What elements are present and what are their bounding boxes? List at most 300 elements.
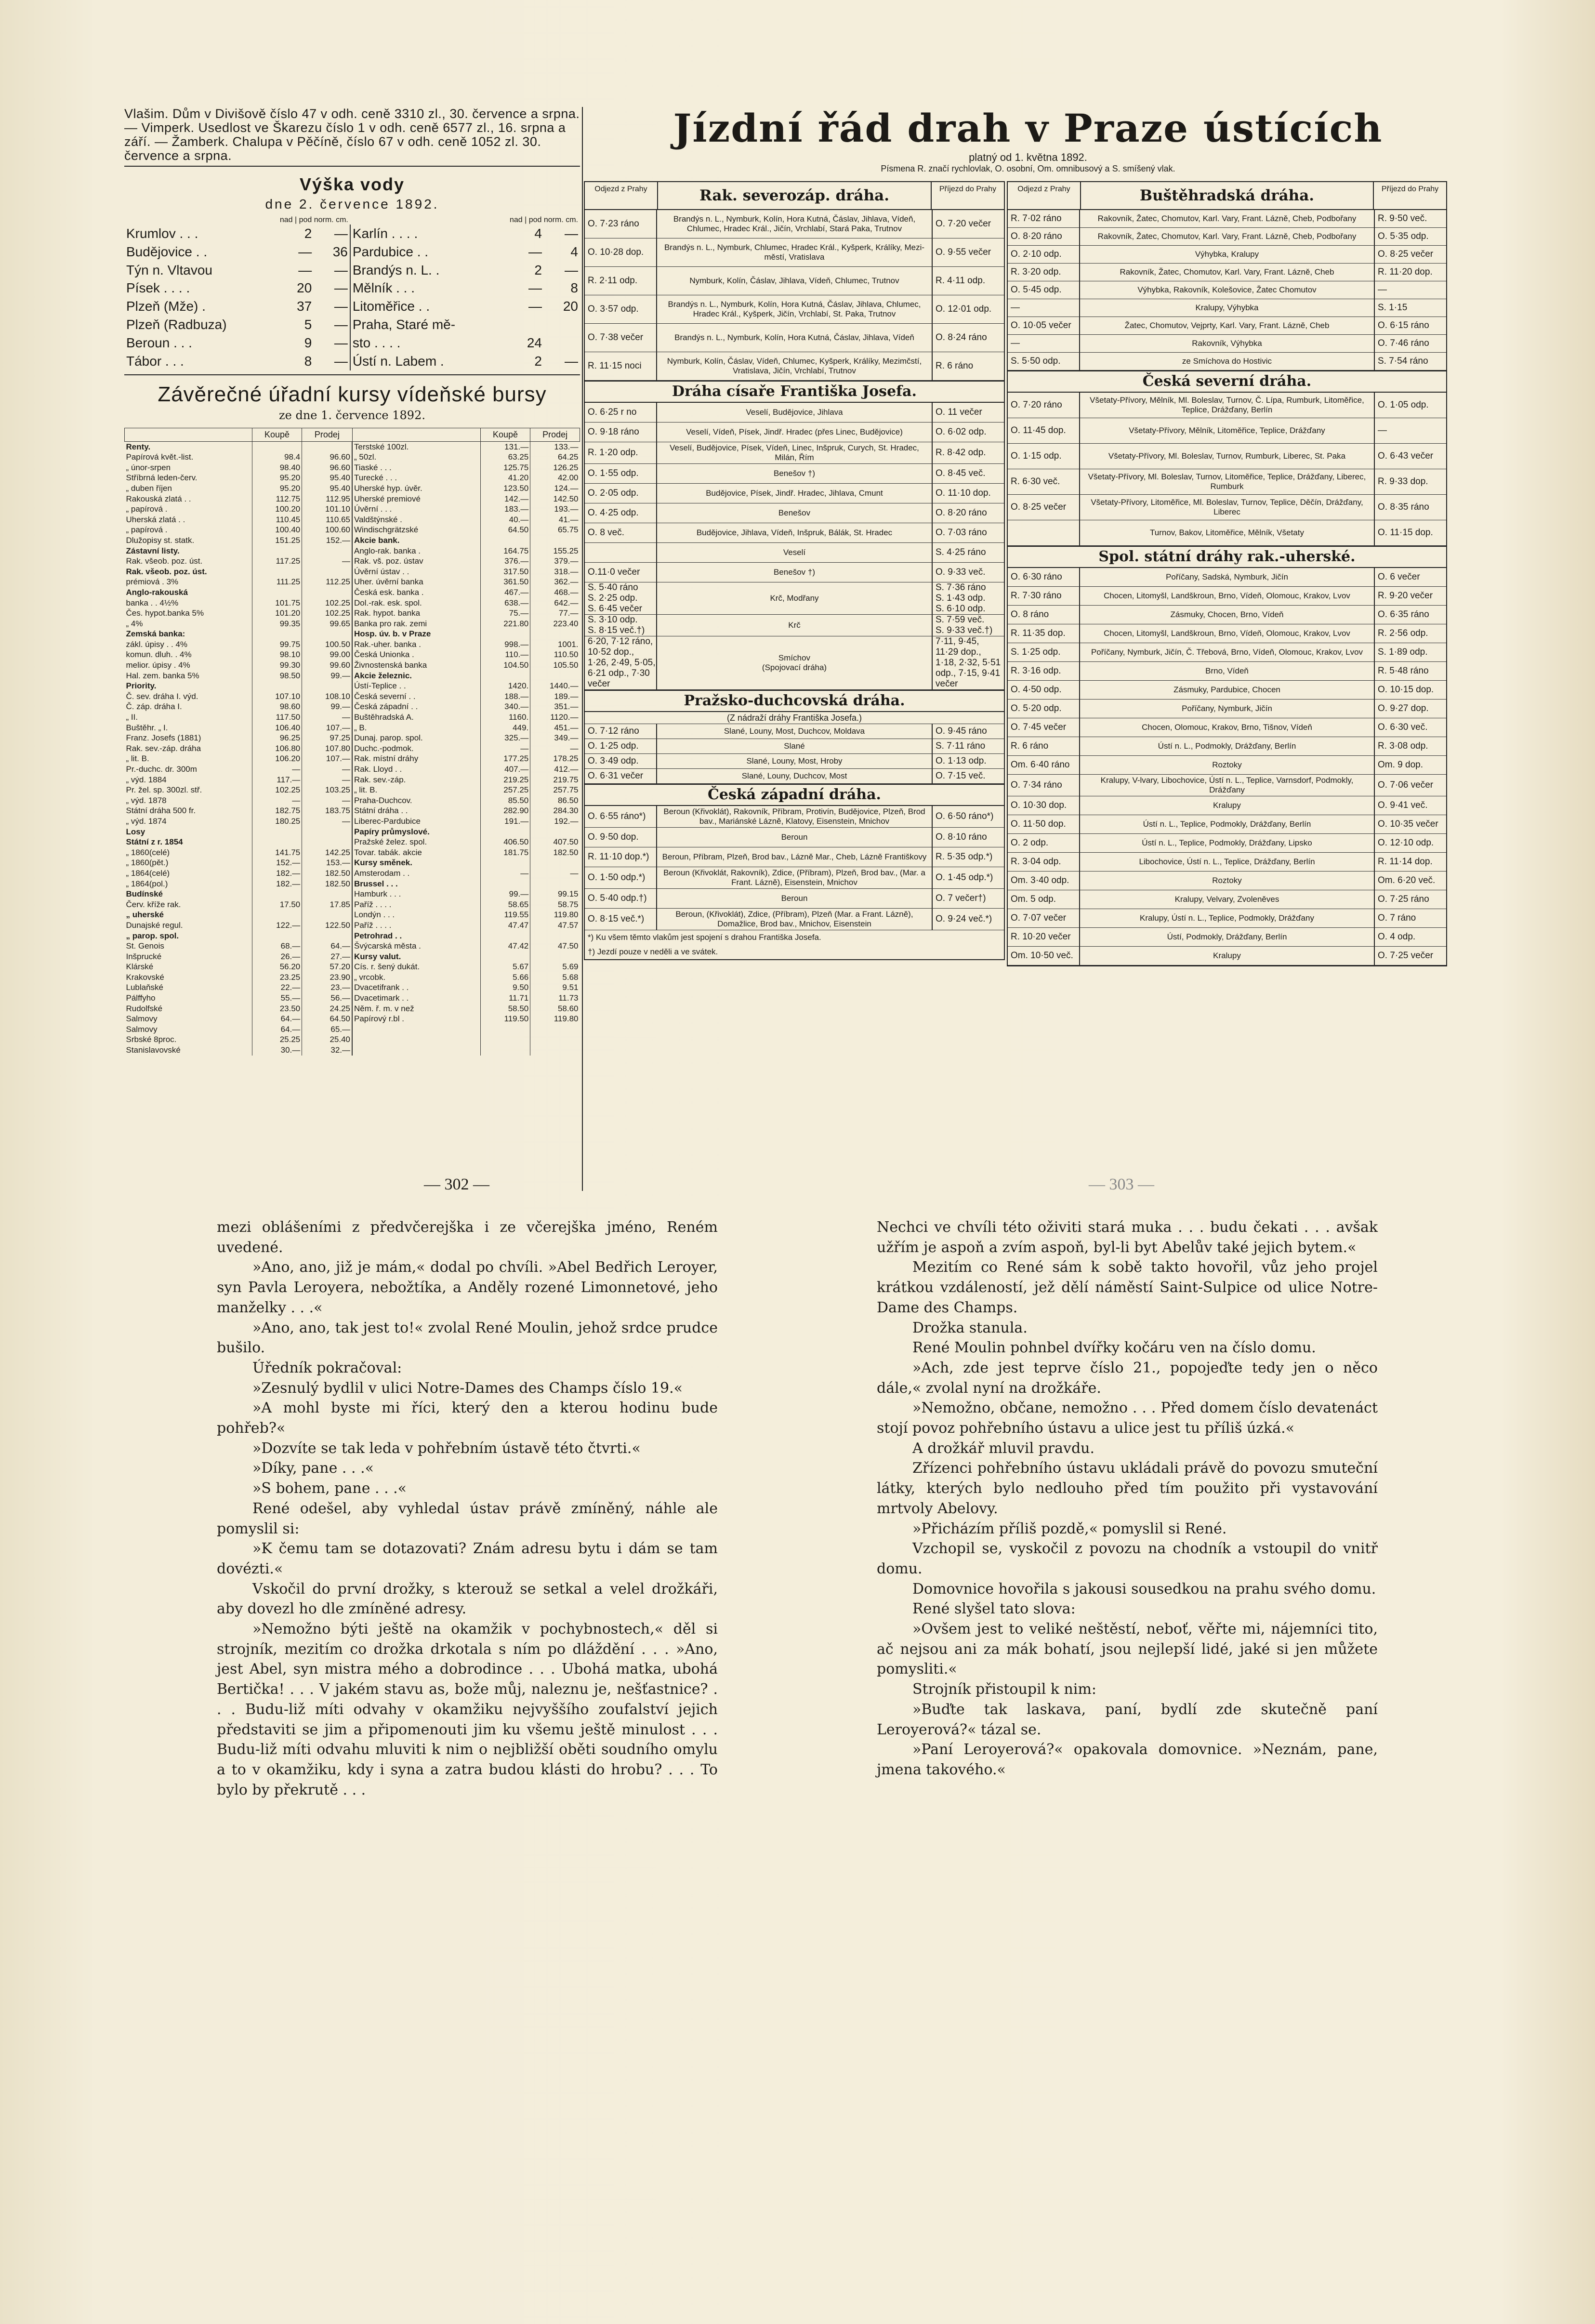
sell-price: 57.20 [302, 962, 352, 972]
exchange-row [125, 483, 580, 494]
route-stations: Budějovice, Písek, Jindř. Hradec, Jihlava, Cmunt [706, 489, 883, 498]
route-stations: Kralupy, V-lvary, Libochovice, Ústí n. L., Teplice, Varnsdorf, Podmokly, Drážďany [1100, 776, 1354, 794]
buy-price: 123.50 [480, 483, 530, 494]
route-stations: Rakovník, Žatec, Chomutov, Karl. Vary, Frant. Lázně, Cheb, Podbořany [1097, 232, 1357, 241]
buy-price: 182.— [252, 868, 302, 879]
empty [352, 1024, 480, 1035]
security-name: Lublaňské [126, 983, 164, 992]
buy-price [252, 681, 302, 691]
route-stations: Beroun (Křivoklát, Rakovník), Zdice, (Příbram), Plzeň, Brod bav., (Mar. a Frant. Lázně), Eisenstein, Mnichov [663, 868, 925, 887]
buy-price [252, 931, 302, 941]
departure-time: R. 1·20 odp. [585, 442, 657, 463]
buy-price: 23.50 [252, 1004, 302, 1014]
security-name: „ 1860(celé) [126, 847, 170, 857]
sell-price: — [302, 712, 352, 723]
sell-price: 77.— [530, 608, 580, 619]
security-name: Rak. hypot. banka [352, 608, 480, 619]
buy-price: 177.25 [480, 753, 530, 764]
timetable-row [1008, 909, 1446, 928]
route-stations: ze Smíchova do Hostivic [1182, 357, 1272, 366]
buy-price: 64.50 [480, 525, 530, 535]
security-name: Rak. Lloyd . . [352, 764, 480, 775]
timetable-row [1008, 815, 1446, 834]
buy-price: 406.50 [480, 837, 530, 847]
timetable-row [1008, 444, 1446, 469]
exchange-row [125, 920, 580, 931]
timetable-row [585, 724, 1004, 739]
security-name: Praha-Duchcov. [352, 795, 480, 806]
level-below: — [334, 299, 348, 314]
story-paragraph: René odešel, aby vyhledal ústav právě zmíněný, náhle ale pomyslil si: [217, 1500, 718, 1537]
sell-price: 284.30 [530, 805, 580, 816]
timetable-title: Jízdní řád drah v Praze ústících [673, 106, 1383, 151]
arrival-time: O. 8·45 več. [932, 464, 1004, 483]
route-stations: Žatec, Chomutov, Vejprty, Karl. Vary, Frant. Lázně, Cheb [1124, 321, 1330, 330]
security-name: Paříž . . . . [352, 920, 480, 931]
departure-time: R. 11·10 dop.*) [585, 847, 657, 867]
route-stations: Brandýs n. L., Nymburk, Kolín, Hora Kutná, Čáslav, Jihlava, Chlumec, Hradec Král., Kyšperk, Jičín, Vrchlabí, St. Paka, Trutnov [668, 300, 921, 318]
route-stations: Ústí, Podmokly, Drážďany, Berlín [1167, 932, 1287, 941]
security-name: Inšprucké [126, 951, 162, 961]
station-name: Mělník . . . [350, 279, 508, 297]
security-name: Č. záp. dráha I. [126, 702, 182, 712]
exchange-row [125, 629, 580, 639]
security-name: Anglo-rak. banka . [352, 546, 480, 556]
buy-price: 68.— [252, 941, 302, 951]
sell-price: 119.80 [530, 1014, 580, 1024]
story-paragraph: »Buďte tak laskava, paní, bydlí zde skutečně paní Leroyerová?« tázal se. [877, 1701, 1378, 1738]
security-name: „ papírová . [126, 504, 168, 514]
exchange-row [125, 743, 580, 754]
sell-price: 110.50 [530, 649, 580, 660]
sell-price [302, 837, 352, 847]
exchange-row [125, 785, 580, 795]
security-name: Tovar. tabák. akcie [352, 847, 480, 858]
security-name: Akcie železnic. [352, 671, 480, 681]
sell-price: 41.— [530, 515, 580, 525]
buy-price: 98.60 [252, 701, 302, 712]
timetable-row [1008, 606, 1446, 624]
exchange-row [125, 441, 580, 452]
exchange-row [125, 899, 580, 910]
empty [530, 1045, 580, 1056]
timetable-row [1008, 418, 1446, 444]
buy-price: 5.66 [480, 972, 530, 983]
exchange-row [125, 712, 580, 723]
timetable-row [1008, 947, 1446, 965]
exchange-row [125, 504, 580, 515]
arrival-time: O. 12·10 odp. [1374, 834, 1446, 852]
station-name: Litoměřice . . [350, 297, 508, 316]
buy-price [480, 535, 530, 546]
buy-price: 47.42 [480, 941, 530, 951]
departure-time: O. 3·57 odp. [585, 295, 657, 323]
sell-price [530, 931, 580, 941]
arrival-time: O. 7·25 ráno [1374, 890, 1446, 909]
buy-price: — [480, 743, 530, 754]
route-stations: Veselí, Budějovice, Písek, Vídeň, Linec, Inšpruk, Curych, St. Hradec, Milán, Řím [670, 443, 919, 462]
story-paragraph: Strojník přistoupil k nim: [912, 1681, 1097, 1698]
security-name: Budínské [126, 889, 163, 899]
security-name: Dvacetimark . . [352, 993, 480, 1004]
buy-price: 181.75 [480, 847, 530, 858]
arrival-time: O. 7·15 več. [932, 769, 1004, 783]
departure-time: O. 2·10 odp. [1008, 246, 1080, 263]
exchange-row [125, 993, 580, 1004]
sell-price: 105.50 [530, 660, 580, 671]
exchange-row [125, 639, 580, 650]
departure-time: Om. 10·50 več. [1008, 947, 1080, 965]
departure-time: R. 2·11 odp. [585, 267, 657, 295]
water-level-row [124, 316, 580, 334]
sell-price: 1120.— [530, 712, 580, 723]
exchange-row [125, 567, 580, 577]
empty [530, 1024, 580, 1035]
buy-price: 257.25 [480, 785, 530, 795]
buy-price: 17.50 [252, 899, 302, 910]
story-paragraph: »Nemožno býti ještě na okamžik v pochybnostech,« děl si strojník, mezitím co drožka drkotala s ním po dláždění . . . »Ano, jest Abel, syn mistra mého a dobrodince . . . Ubohá matka, ubohá Bertička! . . . V jakém stavu as, bože můj, naleznu je, nešťastnice? . . . Budu-liž míti odvahy v okamžiku nejvyššího zoufalství jejich představiti se jim a připomenouti jim ku všemu ještě minulost . . . Budu-liž míti odvahu mluviti k nim o nejbližší oběti soudního omylu a to v okamžiku, kdy i syna a zatra budou klásti do hrobu? . . . To bylo by překrutě . . . [217, 1621, 718, 1798]
buy-price: 100.40 [252, 525, 302, 535]
exchange-row [125, 858, 580, 868]
water-level-row [124, 243, 580, 261]
arrival-time: O. 7·46 ráno [1374, 335, 1446, 352]
level-above: 2 [534, 353, 542, 369]
security-name: „ 1860(pět.) [126, 858, 169, 868]
buy-price: 111.25 [252, 577, 302, 587]
departure-time: — [1008, 299, 1080, 317]
buy-price: 9.50 [480, 982, 530, 993]
column-rule [582, 107, 583, 1191]
buy-price [252, 546, 302, 556]
security-name: Papíry průmyslové. [352, 827, 480, 837]
arrival-time: R. 2·56 odp. [1374, 624, 1446, 643]
buy-price: 361.50 [480, 577, 530, 587]
railway-name: Rak. severozáp. dráha. [699, 187, 889, 204]
sell-price [302, 681, 352, 691]
security-name: Franz. Josefs (1881) [126, 733, 201, 743]
story-paragraph: »K čemu tam se dotazovati? Znám adresu bytu i dám se tam dovézti.« [217, 1540, 718, 1577]
departure-time: O. 7·38 večer [585, 324, 657, 352]
route-stations: Kralupy [1213, 951, 1241, 960]
timetable-row [585, 442, 1004, 464]
timetable-row [585, 352, 1004, 381]
security-name: Paříž . . . . [352, 899, 480, 910]
security-name: Rak. všeob. poz. úst. [126, 556, 203, 566]
arrival-header: Příjezd do Prahy [931, 182, 1004, 209]
departure-time: O. 7·07 večer [1008, 909, 1080, 927]
arrival-time: O. 7·06 večer [1374, 775, 1446, 796]
station-name: Budějovice . . [126, 244, 208, 259]
arrival-time: S. 7·11 ráno [932, 739, 1004, 753]
level-below: 36 [332, 244, 348, 259]
departure-time: Om. 5 odp. [1008, 890, 1080, 909]
security-name: „ duben říjen [126, 483, 172, 493]
station-name: Tábor . . . [126, 353, 184, 369]
route-stations: Slané, Louny, Most, Duchcov, Moldava [724, 726, 865, 736]
water-level-row [124, 279, 580, 297]
station-name: Krumlov . . . [126, 225, 198, 241]
level-below: — [334, 280, 348, 296]
security-name: „ II. [126, 713, 138, 722]
security-name: Rak.-uher. banka . [352, 639, 480, 650]
timetable-row [585, 563, 1004, 582]
railway-section-title: Pražsko-duchcovská dráha. [585, 690, 1004, 712]
security-name: Stanislavovské [126, 1045, 181, 1055]
buy-price: 1160. [480, 712, 530, 723]
security-name: Hal. zem. banka 5% [126, 671, 199, 680]
timetable-row [585, 769, 1004, 784]
buy-price: 638.— [480, 598, 530, 608]
security-name: Dol.-rak. esk. spol. [352, 598, 480, 608]
exchange-row [125, 837, 580, 847]
sell-price: 101.10 [302, 504, 352, 515]
story-paragraph: »A mohl byste mi říci, který den a kterou hodinu bude pohřeb?« [217, 1400, 718, 1437]
buy-price [252, 441, 302, 452]
railway-section-subtitle: (Z nádraží dráhy Františka Josefa.) [585, 712, 1004, 724]
empty [480, 1045, 530, 1056]
station-name: Týn n. Vltavou [126, 262, 212, 277]
arrival-time: O. 7 ráno [1374, 909, 1446, 927]
arrival-time: O. 6·35 ráno [1374, 606, 1446, 624]
security-name: „ výd. 1884 [126, 775, 167, 784]
level-above: 24 [527, 335, 542, 350]
timetable-row [1008, 353, 1446, 370]
security-name: Krakovské [126, 972, 164, 982]
departure-time: R. 10·20 večer [1008, 928, 1080, 946]
security-name: Srbské 8proc. [126, 1035, 177, 1044]
sell-price: 100.60 [302, 525, 352, 535]
security-name: Rak. sev.-záp. dráha [126, 743, 201, 753]
security-name: Dlužopisy st. statk. [126, 535, 195, 545]
sell-price: 99.65 [302, 619, 352, 629]
route-stations: Nymburk, Kolín, Čáslav, Jihlava, Vídeň, Chlumec, Trutnov [689, 276, 899, 285]
water-level-date: dne 2. července 1892. [265, 197, 439, 212]
departure-header: Odjezd z Prahy [585, 182, 658, 209]
sell-price: — [302, 775, 352, 785]
sell-price: 64.50 [302, 1014, 352, 1024]
sell-price: 407.50 [530, 837, 580, 847]
story-paragraph: A drožkář mluvil pravdu. [912, 1439, 1095, 1457]
security-name: Pálffyho [126, 993, 156, 1003]
departure-time: R. 6 ráno [1008, 737, 1080, 755]
sell-price: 126.25 [530, 462, 580, 473]
buy-price: 58.65 [480, 899, 530, 910]
buy-price: 182.— [252, 879, 302, 889]
route-stations: Kralupy [1213, 801, 1241, 810]
exchange-row [125, 619, 580, 629]
buy-price: 183.— [480, 504, 530, 515]
story-paragraph: »Dozvíte se tak leda v pohřebním ústavě této čtvrti.« [252, 1439, 641, 1457]
story-paragraph: Drožka stanula. [912, 1319, 1028, 1336]
level-above: 37 [297, 299, 312, 314]
water-header-blank [124, 216, 278, 224]
timetable-row [585, 267, 1004, 295]
timetable-section-header [585, 182, 1004, 210]
buy-price: 95.20 [252, 473, 302, 483]
buy-price: 131.— [480, 441, 530, 452]
sell-price: 112.25 [302, 577, 352, 587]
station-name: Brandýs n. L. . [350, 261, 508, 279]
arrival-time: O. 9·33 več. [932, 563, 1004, 582]
departure-time: S. 3·10 odp. S. 8·15 več.†) [585, 615, 657, 636]
sell-price: 142.25 [302, 847, 352, 858]
departure-time: O. 4·50 odp. [1008, 681, 1080, 699]
sell-price: 5.68 [530, 972, 580, 983]
station-name: Pardubice . . [350, 243, 508, 261]
buy-price: 325.— [480, 733, 530, 743]
sell-price [302, 587, 352, 598]
security-name: Živnostenská banka [352, 660, 480, 671]
security-name: Cís. r. šený dukát. [352, 962, 480, 972]
story-paragraph: Vzchopil se, vyskočil z povozu na chodník a vstoupil do vnitř domu. [877, 1540, 1378, 1577]
buy-price: 102.25 [252, 785, 302, 795]
arrival-time: S. 7·36 ráno S. 1·43 odp. S. 6·10 odp. [932, 582, 1004, 614]
security-name: Londýn . . . [352, 910, 480, 920]
buy-price: 191.— [480, 816, 530, 827]
buy-price: 182.75 [252, 805, 302, 816]
buy-price: 180.25 [252, 816, 302, 827]
buy-price: 98.10 [252, 649, 302, 660]
buy-price: 47.47 [480, 920, 530, 931]
sell-price: 9.51 [530, 982, 580, 993]
exchange-row [125, 462, 580, 473]
arrival-time: O. 11·15 dop. [1374, 520, 1446, 545]
departure-time: O. 8 ráno [1008, 606, 1080, 624]
route-stations: Turnov, Bakov, Litoměřice, Mělník, Všetaty [1150, 528, 1304, 537]
timetable-row [585, 582, 1004, 615]
exchange-row [125, 723, 580, 733]
story-paragraph: Mezitím co René sám k sobě takto hovořil, vůz jeho projel krátkou vzdáleností, jež dělí náměstí Saint-Sulpice od ulice Notre-Dame des Champs. [877, 1259, 1378, 1316]
security-name: Akcie bank. [352, 535, 480, 546]
buy-price [252, 837, 302, 847]
sell-price: 99.15 [530, 889, 580, 899]
route-stations: Všetaty-Přívory, Ml. Boleslav, Turnov, Rumburk, Liberec, St. Paka [1108, 451, 1346, 461]
exchange-row [125, 951, 580, 962]
security-name: Zemská banka: [126, 629, 185, 639]
sell-price [302, 567, 352, 577]
level-above: — [528, 280, 542, 296]
sell-price: 107.80 [302, 743, 352, 754]
sell-price: 133.— [530, 441, 580, 452]
sell-price: 65.— [302, 1024, 352, 1035]
route-stations: Chocen, Litomyšl, Landškroun, Brno, Vídeň, Olomouc, Krakov, Lvov [1104, 629, 1350, 638]
buy-price: 107.10 [252, 691, 302, 702]
departure-time: S. 1·25 odp. [1008, 643, 1080, 661]
story-paragraph: »Zesnulý bydlil v ulici Notre-Dames des Champs číslo 19.« [252, 1379, 683, 1397]
arrival-time: R. 5·35 odp.*) [932, 847, 1004, 867]
departure-time: R. 7·30 ráno [1008, 587, 1080, 605]
arrival-time: R. 11·14 dop. [1374, 853, 1446, 871]
arrival-time: R. 9·33 dop. [1374, 469, 1446, 494]
route-stations: Chocen, Litomyšl, Landškroun, Brno, Vídeň, Olomouc, Krakov, Lvov [1104, 591, 1350, 600]
timetable-row [1008, 756, 1446, 775]
security-name: Rak. všeob. poz. úst. [126, 567, 207, 576]
exchange-rates-table [124, 428, 580, 1056]
railway-section-title: Česká severní dráha. [1008, 370, 1446, 393]
arrival-time: O. 5·35 odp. [1374, 228, 1446, 245]
route-stations: Roztoky [1212, 760, 1242, 769]
departure-time: O. 5·45 odp. [1008, 281, 1080, 299]
departure-time: O. 7·20 ráno [1008, 393, 1080, 418]
exchange-row [125, 982, 580, 993]
arrival-time: O. 7·20 večer [932, 210, 1004, 238]
sell-price: 99.— [302, 671, 352, 681]
security-name: Něm. ř. m. v než [352, 1004, 480, 1014]
sell-price: 64.25 [530, 452, 580, 462]
security-name: Úvěrní . . . [352, 504, 480, 515]
buy-price: 110.45 [252, 515, 302, 525]
sell-price: 122.50 [302, 920, 352, 931]
route-stations: Brno, Vídeň [1205, 666, 1249, 675]
route-stations: Ústí n. L., Podmokly, Drážďany, Berlín [1158, 741, 1296, 751]
col-blank [125, 428, 252, 441]
route-stations: Smíchov (Spojovací dráha) [762, 653, 827, 672]
timetable-row [1008, 796, 1446, 815]
security-name: Buštěhradská A. [352, 712, 480, 723]
exchange-row [125, 671, 580, 681]
route-stations: Veselí, Budějovice, Jihlava [746, 408, 843, 417]
sell-price [530, 671, 580, 681]
sell-price: 27.— [302, 951, 352, 962]
arrival-time: O. 9·27 dop. [1374, 700, 1446, 718]
exchange-row [125, 515, 580, 525]
sell-price: 32.— [302, 1045, 352, 1056]
departure-time: R. 3·04 odp. [1008, 853, 1080, 871]
buy-price: 221.80 [480, 619, 530, 629]
arrival-time: O. 1·05 odp. [1374, 393, 1446, 418]
buy-price: 23.25 [252, 972, 302, 983]
departure-time: O. 11·50 dop. [1008, 815, 1080, 833]
story-paragraph: »Ano, ano, tak jest to!« zvolal René Moulin, jehož srdce prudce bušilo. [217, 1319, 718, 1357]
water-level-row [124, 297, 580, 316]
departure-time: O. 7·23 ráno [585, 210, 657, 238]
sell-price [302, 629, 352, 639]
story-paragraph: »Nemožno, občane, nemožno . . . Před domem číslo devatenáct stojí povoz pohřebního ústavu a ulice jest tu příliš úzká.« [877, 1400, 1378, 1437]
buy-price [252, 889, 302, 899]
arrival-time: O. 10·15 dop. [1374, 681, 1446, 699]
timetable-row [1008, 210, 1446, 228]
story-paragraph: Úředník pokračoval: [252, 1359, 402, 1376]
level-above: — [528, 244, 542, 259]
auction-notices: Vlašim. Dům v Divišově číslo 47 v odh. ceně 3310 zl., 30. července a srpna. — Vimperk. Usedlost ve Škarezu číslo 1 v odh. ceně 6577 zl., 16. srpna a září. — Žamberk. Chalupa v Pěčíně, číslo 67 v odh. ceně 1052 zl. 30. července a srpna. [124, 107, 580, 163]
buy-price [252, 629, 302, 639]
departure-time: O. 6·55 ráno*) [585, 806, 657, 827]
story-paragraph: mezi oblášeními z předvčerejška i ze včerejška jméno, Reném uvedené. [217, 1219, 718, 1256]
level-below: — [334, 262, 348, 277]
buy-price: 100.20 [252, 504, 302, 515]
buy-price [252, 567, 302, 577]
security-name: „ 1864(celé) [126, 868, 170, 878]
departure-time: R. 6·30 več. [1008, 469, 1080, 494]
left-column-notices [124, 107, 580, 1182]
buy-price: 40.— [480, 515, 530, 525]
arrival-time: O. 4 odp. [1374, 928, 1446, 946]
arrival-time: S. 7·54 ráno [1374, 353, 1446, 370]
arrival-time: O. 6·50 ráno*) [932, 806, 1004, 827]
timetable-row [585, 464, 1004, 484]
buy-price: 106.80 [252, 743, 302, 754]
route-stations: Budějovice, Jihlava, Vídeň, Inšpruk, Bálák, St. Hradec [696, 528, 893, 537]
level-below: — [334, 225, 348, 241]
sell-price: 193.— [530, 504, 580, 515]
timetable-row [1008, 700, 1446, 718]
exchange-row [125, 941, 580, 951]
route-stations: Všetaty-Přívory, Mělník, Ml. Boleslav, Turnov, Č. Lípa, Rumburk, Litoměřice, Teplice, Drážďany, Berlín [1090, 396, 1364, 414]
security-name: „ B. [352, 723, 480, 733]
security-name: „ papírová . [126, 525, 168, 535]
story-paragraph: »Ach, zde jest teprve číslo 21., popojeďte tedy jen o něco dále,« zvolal nyní na drožkáře. [877, 1359, 1378, 1397]
security-name: „ parop. spol. [126, 931, 179, 940]
